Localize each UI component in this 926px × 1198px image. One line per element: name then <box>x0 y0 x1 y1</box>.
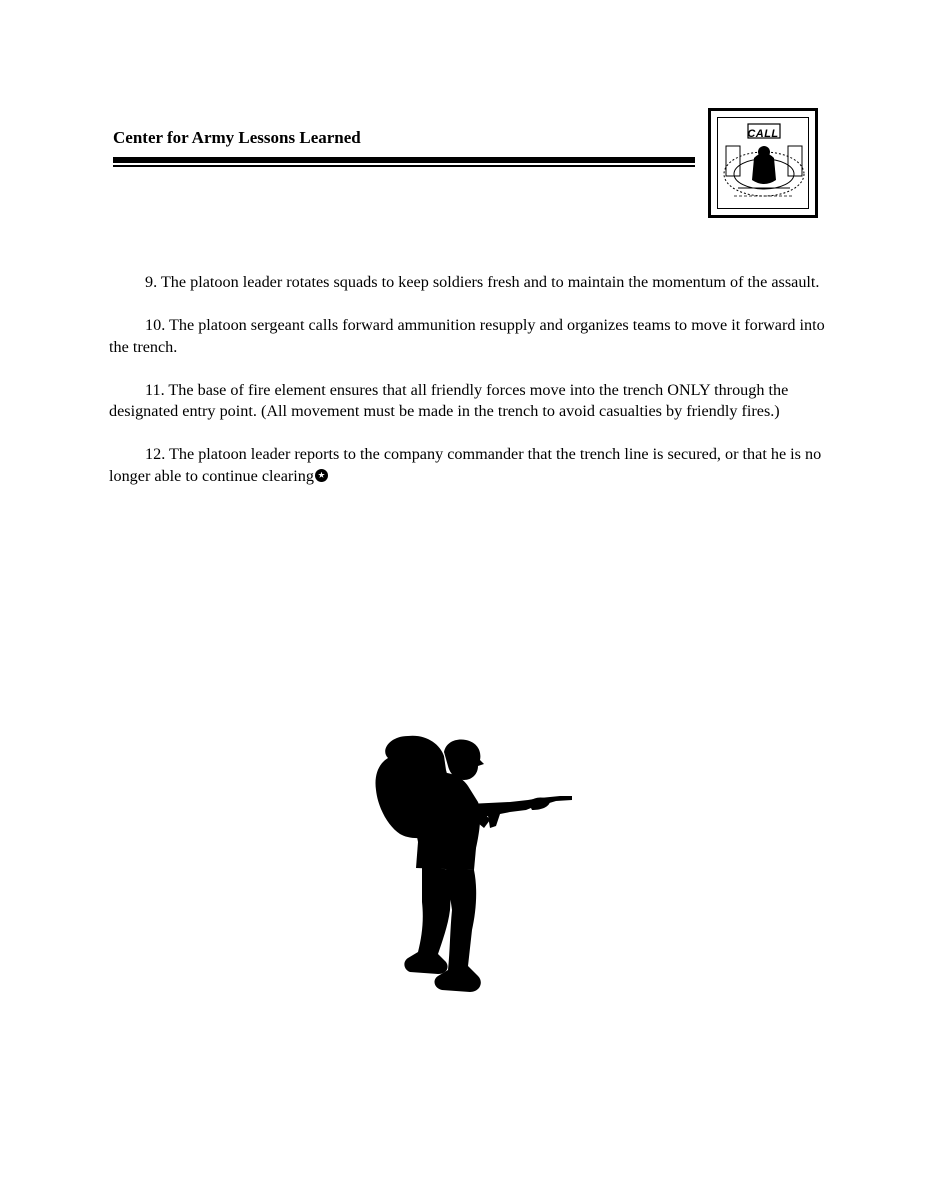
paragraph-12-text: 12. The platoon leader reports to the company commander that the trench line is secured, or that he is no longer able to continue clearing <box>109 445 822 485</box>
paragraph-11: 11. The base of fire element ensures that all friendly forces move into the trench ONLY through the designated entry point. (All movement must be made in the trench to avoid casualties by friendly fires.) <box>109 380 789 420</box>
star-circle-icon <box>315 469 328 482</box>
soldier-silhouette-icon <box>360 730 580 1005</box>
call-logo-emblem <box>717 117 809 209</box>
paragraph-9: 9. The platoon leader rotates squads to keep soldiers fresh and to maintain the momentum of the assault. <box>145 273 820 291</box>
call-logo-text: CALL <box>747 128 779 140</box>
document-header-title: Center for Army Lessons Learned <box>113 128 361 147</box>
document-body <box>109 272 839 509</box>
header-rule <box>113 157 695 167</box>
call-logo <box>708 108 818 218</box>
paragraph-10: 10. The platoon sergeant calls forward ammunition resupply and organizes teams to move it forward into the trench. <box>109 316 825 356</box>
paragraph-12 <box>109 444 839 487</box>
